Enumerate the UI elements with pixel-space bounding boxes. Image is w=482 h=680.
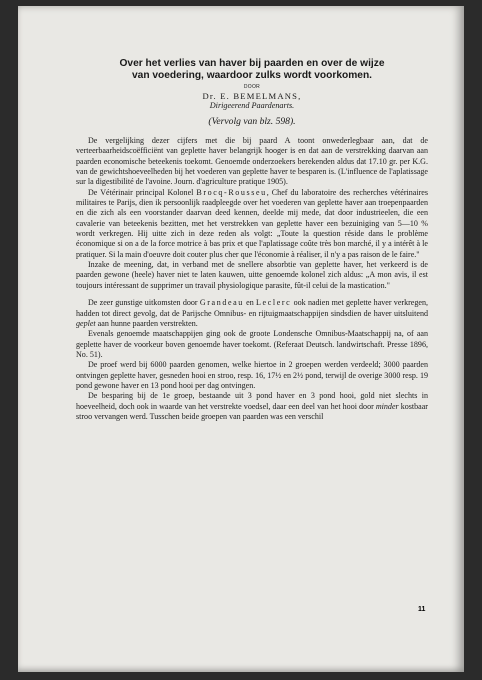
body-paragraph bbox=[76, 188, 428, 260]
paragraph-text: kostbaar stroo vervangen werd. Tusschen beide groepen van paarden was een verschil bbox=[76, 401, 428, 421]
continuation-note: (Vervolg van blz. 598). bbox=[208, 116, 296, 127]
title-line-1: Over het verlies van haver bij paarden en over de wijze bbox=[119, 58, 385, 69]
body-paragraph bbox=[76, 136, 428, 188]
body-paragraph bbox=[76, 260, 428, 291]
page-number: 11 bbox=[418, 606, 426, 613]
paragraph-text: ook nadien met geplette haver verkregen, hadden tot direct gevolg, dat de Parijsche Omnibus- en rijtuigmaatschappijen sindsdien de haver uitsluitend bbox=[76, 298, 428, 318]
paragraph-text: De Vétérinair principal Kolonel bbox=[88, 187, 197, 197]
paragraph-text: De vergelijking dezer cijfers met die bij paard A toont onwederlegbaar aan, dat de verteerbaarheidscoëfficiënt van geplette haver belangrijk hooger is en dat aan de verstrekking daarvan aan paarden economische beteekenis toekomt. Genoemde onderzoekers berekenden aldus dat 17.10 gr. per K.G. van de gewichtshoeveelheden bij het voederen van geplette haver te besparen is. (L'influence de l'aplatissage sur la digestibilité de l'avoine. Journ. d'agriculture pratique 1905). bbox=[76, 136, 428, 187]
body-paragraph bbox=[76, 329, 428, 360]
paragraph-text: en bbox=[243, 298, 257, 308]
italic-word: geplet bbox=[76, 318, 96, 328]
title-line-2: van voedering, waardoor zulks wordt voorkomen. bbox=[131, 70, 373, 81]
byline-door: DOOR bbox=[243, 84, 261, 90]
article-title bbox=[76, 58, 428, 82]
italic-word: minder bbox=[375, 401, 399, 411]
paragraph-text: aan hunne paarden verstrekten. bbox=[95, 318, 198, 328]
body-paragraph bbox=[76, 360, 428, 391]
paragraph-text: Evenals genoemde maatschappijen ging ook de groote Londensche Omnibus-Maatschappij na, of aan geplette haver de voorkeur boven genoemde haver toekomt. (Referaat Deutsch. landwirtschaft. Presse 1896, No. 51). bbox=[76, 329, 428, 359]
spaced-name: Grandeau bbox=[199, 298, 244, 308]
author-role: Dirigeerend Paardenarts. bbox=[209, 101, 295, 110]
journal-page bbox=[18, 6, 464, 672]
paragraph-text: Inzake de meening, dat, in verband met de snellere absorbtie van geplette haver, het verkeerd is de paarden gewone (heele) haver niet te laten kauwen, uitte genoemde kolonel zich aldus: „A mon avis, il est toujours intéressant de supprimer un travail physiologique parasite, fût-il celui de la mastication." bbox=[76, 260, 428, 290]
paragraph-text: De proef werd bij 6000 paarden genomen, welke hiertoe in 2 groepen werden verdeeld; 3000 paarden ontvingen geplette haver, gesneden hooi en stroo, resp. 16, 17½ en 2½ pond, terwijl de overige 3000 resp. 19 pond gewone haver en 13 pond hooi per dag ontvingen. bbox=[76, 360, 428, 390]
spaced-name: Brocq-Rousseu bbox=[196, 187, 267, 197]
paragraph-text: De besparing bij de 1e groep, bestaande uit 3 pond haver en 3 pond hooi, gold niet slechts in hoeveelheid, doch ook in waarde van het verstrekte voedsel, daar een deel van het hooi door bbox=[76, 391, 428, 411]
body-paragraph bbox=[76, 298, 428, 329]
spaced-name: Leclerc bbox=[256, 298, 292, 308]
paragraph-text: , Chef du laboratoire des recherches vétérinaires militaires te Parijs, dien ik persoonlijk raadpleegde over het voederen van geplette haver aan troepenpaarden en die zich als een voorstander daarvan deed kennen, deelde mij mede, dat door industrieelen, die een cavalerie van beteekenis bezitten, met het verstrekken van geplette haver een bezuiniging van 5—10 % wordt verkregen. Hij uitte zich in deze reden als volgt: „Toute la question réside dans le problème économique si on a de la force motrice à bas prix et que l'aplatissage coûte très bon marché, il y a intérêt à le pratiquer. Si la main d'oeuvre doit couter plus cher que l'économie à réaliser, il n'y a pas raison de le faire." bbox=[76, 187, 428, 259]
body-paragraph bbox=[76, 391, 428, 422]
article bbox=[76, 58, 428, 422]
author-name: Dr. E. BEMELMANS, bbox=[202, 91, 302, 101]
article-body bbox=[76, 136, 428, 422]
paragraph-text: De zeer gunstige uitkomsten door bbox=[88, 298, 200, 308]
